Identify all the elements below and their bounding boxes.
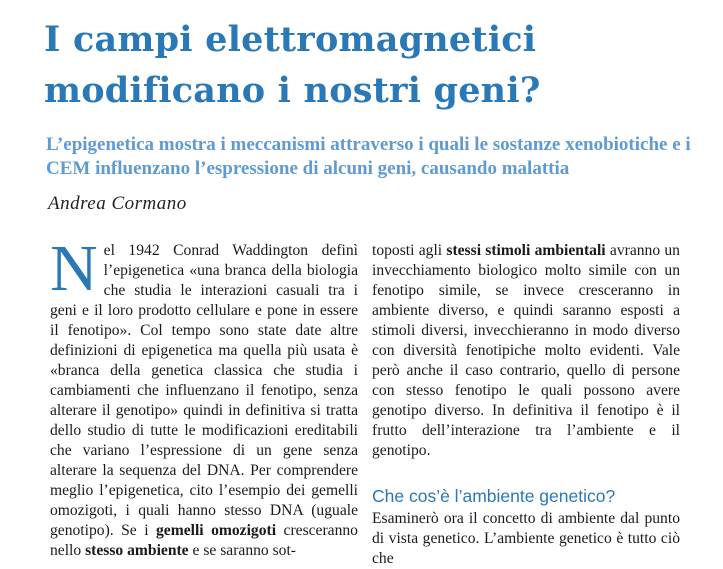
text-run: el 1942 Conrad Waddington definì l’epigenetica «una branca della biologia che studia le interazioni casuali tra i geni e il loro prodotto cellulare e pone in essere il fenotipo». Col tempo sono state date altre definizioni di epigenetica ma quella più usata è «branca della genetica classica che studia i cambiamenti che influenzano il fenotipo, senza alterare il genotipo» quindi in definitiva si tratta dello studio di tutte le modificazioni ereditabili che variano l’espressione di un gene senza alterare la sequenza del DNA. Per comprendere meglio l’epigenetica, cito l’esempio dei gemelli omozigoti, i quali hanno stesso DNA (uguale genotipo). Se i bbox=[50, 242, 358, 539]
text-run: toposti agli bbox=[372, 242, 447, 259]
text-run: e se saranno sot- bbox=[188, 542, 296, 559]
article-title: I campi elettromagnetici modificano i nostri geni? bbox=[44, 19, 541, 111]
bold-phrase: stessi stimoli ambientali bbox=[446, 242, 606, 259]
bold-phrase: stesso ambiente bbox=[85, 542, 189, 559]
section-heading: Che cos’è l’ambiente genetico? bbox=[372, 486, 616, 506]
drop-cap: N bbox=[50, 232, 98, 305]
paragraph-section: Esaminerò ora il concetto di ambiente dal punto di vista genetico. L’ambiente genetico è tutto ciò che bbox=[372, 510, 680, 567]
text-run: cresceranno nello bbox=[50, 522, 358, 559]
column-left bbox=[50, 232, 358, 561]
text-run: avranno un invecchiamento biologico molto simile con un fenotipo simile, se invece cresceranno in ambiente diverso, e quindi saranno esposti a stimoli diversi, invecchieranno in modo diverso con diversità fenotipiche molto evidenti. Vale però anche il caso contrario, quello di persone con stesso fenotipo le quali possono avere genotipo diverso. In definitiva il fenotipo è il frutto dell’interazione tra l’ambiente e il genotipo. bbox=[372, 242, 680, 459]
paragraph-intro bbox=[50, 232, 358, 561]
paragraph-continued bbox=[372, 241, 680, 461]
article-subtitle: L’epigenetica mostra i meccanismi attraverso i quali le sostanze xenobiotiche e i CEM influenzano l’espressione di alcuni geni, causando malattia bbox=[46, 134, 691, 179]
author-signature: Andrea Cormano bbox=[48, 193, 187, 214]
bold-phrase: gemelli omozigoti bbox=[156, 522, 277, 539]
column-right bbox=[372, 241, 680, 569]
